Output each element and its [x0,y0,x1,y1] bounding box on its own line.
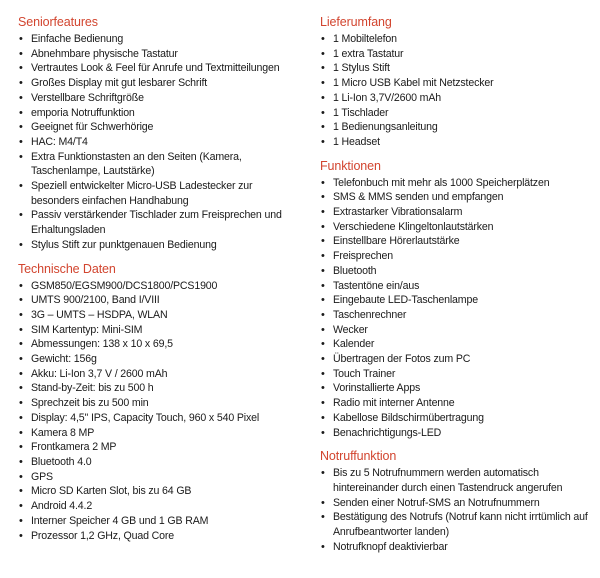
section-lieferumfang [320,14,592,150]
list-item-text: Kabellose Bildschirmübertragung [333,411,484,424]
section-title: Notruffunktion [320,449,397,464]
list-item [18,499,300,514]
list-item [18,337,300,352]
bullet-icon: • [321,135,325,148]
list-item-text: GSM850/EGSM900/DCS1800/PCS1900 [31,279,218,292]
bullet-icon: • [19,47,23,60]
list-item-text: Bluetooth [333,264,377,277]
bullet-icon: • [19,338,23,351]
list-item [320,135,592,150]
list-item [320,61,592,76]
list-item-text: Interner Speicher 4 GB und 1 GB RAM [31,514,209,527]
list-item-text: Geeignet für Schwerhörige [31,121,154,134]
bullet-icon: • [321,397,325,410]
list-item-text: Extra Funktionstasten an den Seiten (Kamera, Taschenlampe, Lautstärke) [31,150,242,178]
list-item-text: Eingebaute LED-Taschenlampe [333,294,478,307]
section-technische-daten [18,261,300,544]
list-item-text: 1 Li-Ion 3,7V/2600 mAh [333,91,442,104]
section-notruffunktion [320,448,592,554]
list-item [320,308,592,323]
list-item-text: Abnehmbare physische Tastatur [31,47,178,60]
list-item-text: Extrastarker Vibrationsalarm [333,206,463,219]
bullet-icon: • [321,382,325,395]
list-item-text: Passiv verstärkender Tischlader zum Freisprechen und Erhaltungsladen [31,209,282,237]
list-item [320,47,592,62]
list-item [320,76,592,91]
list-item-text: Prozessor 1,2 GHz, Quad Core [31,529,174,542]
list-item [18,323,300,338]
list-item [18,106,300,121]
list-item-text: Bestätigung des Notrufs (Notruf kann nicht irrtümlich auf Anrufbeantworter landen) [333,511,588,539]
bullet-icon: • [321,33,325,45]
bullet-icon: • [321,91,325,104]
list-item-text: Wecker [333,323,368,336]
list-item [18,76,300,91]
section-title: Funktionen [320,158,381,173]
list-item-text: Freisprechen [333,250,394,263]
list-item [18,484,300,499]
list-item-text: Vertrautes Look & Feel für Anrufe und Textmitteilungen [31,62,280,75]
right-column [320,14,592,563]
list-item-text: Bis zu 5 Notrufnummern werden automatisch hintereinander durch einen Tastendruck angerufen [333,467,563,494]
bullet-icon: • [321,220,325,233]
bullet-icon: • [321,235,325,248]
list-item-text: 1 Tischlader [333,106,389,119]
list-item-text: 1 Stylus Stift [333,62,390,75]
bullet-icon: • [19,180,23,193]
list-item [18,120,300,135]
list-item-text: HAC: M4/T4 [31,135,88,148]
bullet-icon: • [321,191,325,204]
list-item [18,308,300,323]
list-item-text: Sprechzeit bis zu 500 min [31,397,149,410]
bullet-icon: • [19,62,23,75]
feature-list [320,176,592,441]
bullet-icon: • [321,264,325,277]
feature-list [320,32,592,150]
list-item-text: Radio mit interner Antenne [333,397,455,410]
bullet-icon: • [321,77,325,90]
list-item-text: SIM Kartentyp: Mini-SIM [31,323,143,336]
list-item [320,411,592,426]
list-item-text: Speziell entwickelter Micro-USB Ladestecker zur besonders einfachen Handhabung [31,180,253,207]
list-item-text: Bluetooth 4.0 [31,455,92,468]
list-item [18,179,300,208]
list-item-text: Benachrichtigungs-LED [333,426,442,439]
list-item-text: Android 4.4.2 [31,500,93,513]
list-item [18,514,300,529]
list-item-text: Vorinstallierte Apps [333,382,421,395]
list-item-text: Einfache Bedienung [31,33,124,45]
bullet-icon: • [321,47,325,60]
list-item-text: Gewicht: 156g [31,353,97,366]
list-item-text: Notrufknopf deaktivierbar [333,540,448,553]
section-title: Lieferumfang [320,15,392,29]
list-item-text: Stylus Stift zur punktgenauen Bedienung [31,238,217,251]
bullet-icon: • [19,323,23,336]
list-item [320,190,592,205]
list-item-text: emporia Notruffunktion [31,106,135,119]
bullet-icon: • [321,338,325,351]
list-item-text: Stand-by-Zeit: bis zu 500 h [31,382,154,395]
bullet-icon: • [19,106,23,119]
bullet-icon: • [19,514,23,527]
bullet-icon: • [19,353,23,366]
list-item-text: Display: 4,5" IPS, Capacity Touch, 960 x 540 Pixel [31,411,260,424]
bullet-icon: • [321,250,325,263]
bullet-icon: • [321,426,325,439]
bullet-icon: • [19,238,23,251]
list-item [18,32,300,47]
list-item-text: Senden einer Notruf-SMS an Notrufnummern [333,496,540,509]
list-item [18,352,300,367]
list-item [18,529,300,544]
list-item-text: Akku: Li-Ion 3,7 V / 2600 mAh [31,367,168,380]
bullet-icon: • [19,209,23,222]
bullet-icon: • [19,294,23,307]
list-item [320,466,592,495]
list-item [320,496,592,511]
bullet-icon: • [19,33,23,45]
bullet-icon: • [19,529,23,542]
bullet-icon: • [19,77,23,90]
list-item [320,540,592,555]
list-item-text: SMS & MMS senden und empfangen [333,191,504,204]
list-item [18,150,300,179]
list-item-text: Micro SD Karten Slot, bis zu 64 GB [31,485,192,498]
list-item-text: Abmessungen: 138 x 10 x 69,5 [31,338,173,351]
list-item [320,205,592,220]
list-item-text: Frontkamera 2 MP [31,441,117,454]
bullet-icon: • [321,511,325,524]
list-item [18,396,300,411]
list-item [320,293,592,308]
list-item-text: UMTS 900/2100, Band I/VIII [31,294,160,307]
list-item [18,47,300,62]
bullet-icon: • [19,121,23,134]
list-item-text: Verstellbare Schriftgröße [31,91,144,104]
list-item-text: GPS [31,470,53,483]
list-item [18,208,300,237]
list-item [320,234,592,249]
list-item [320,249,592,264]
list-item [320,120,592,135]
list-item [320,176,592,191]
feature-list [18,279,300,544]
list-item [18,293,300,308]
section-title: Seniorfeatures [18,15,98,29]
bullet-icon: • [19,91,23,104]
list-item [18,238,300,253]
bullet-icon: • [19,485,23,498]
list-item [18,426,300,441]
list-item [320,106,592,121]
list-item-text: Kamera 8 MP [31,426,95,439]
list-item [18,91,300,106]
list-item [18,381,300,396]
bullet-icon: • [321,121,325,134]
left-column [18,14,300,551]
list-item [320,426,592,441]
bullet-icon: • [19,500,23,513]
list-item-text: Übertragen der Fotos zum PC [333,353,471,366]
list-item [18,470,300,485]
list-item-text: 1 extra Tastatur [333,47,404,60]
bullet-icon: • [19,367,23,380]
bullet-icon: • [19,455,23,468]
bullet-icon: • [19,308,23,321]
bullet-icon: • [321,467,325,480]
section-title: Technische Daten [18,261,116,276]
list-item-text: 1 Mobiltelefon [333,33,397,45]
bullet-icon: • [321,353,325,366]
feature-list [18,32,300,253]
bullet-icon: • [19,135,23,148]
list-item-text: Verschiedene Klingeltonlautstärken [333,220,494,233]
list-item [320,337,592,352]
list-item [320,510,592,539]
bullet-icon: • [321,540,325,553]
section-seniorfeatures [18,14,300,253]
feature-list [320,466,592,554]
bullet-icon: • [321,411,325,424]
bullet-icon: • [19,150,23,163]
bullet-icon: • [19,470,23,483]
bullet-icon: • [321,367,325,380]
bullet-icon: • [321,106,325,119]
list-item-text: Touch Trainer [333,367,396,380]
list-item [320,367,592,382]
bullet-icon: • [19,441,23,454]
bullet-icon: • [321,176,325,189]
list-item [18,411,300,426]
bullet-icon: • [321,206,325,219]
list-item-text: Taschenrechner [333,308,407,321]
list-item-text: Kalender [333,338,375,351]
bullet-icon: • [19,411,23,424]
bullet-icon: • [19,426,23,439]
list-item-text: Einstellbare Hörerlautstärke [333,235,460,248]
list-item [18,61,300,76]
list-item [18,135,300,150]
list-item [320,32,592,47]
list-item-text: 3G – UMTS – HSDPA, WLAN [31,308,168,321]
bullet-icon: • [321,62,325,75]
bullet-icon: • [321,294,325,307]
bullet-icon: • [321,496,325,509]
list-item [320,352,592,367]
bullet-icon: • [19,397,23,410]
bullet-icon: • [19,382,23,395]
list-item [320,381,592,396]
list-item-text: Tastentöne ein/aus [333,279,420,292]
section-funktionen [320,158,592,441]
list-item [18,367,300,382]
bullet-icon: • [321,279,325,292]
list-item [320,396,592,411]
list-item-text: Großes Display mit gut lesbarer Schrift [31,77,208,90]
bullet-icon: • [321,308,325,321]
bullet-icon: • [321,323,325,336]
list-item [320,220,592,235]
list-item [18,440,300,455]
list-item [18,279,300,294]
list-item [18,455,300,470]
list-item [320,264,592,279]
list-item [320,323,592,338]
list-item-text: 1 Headset [333,135,380,148]
bullet-icon: • [19,279,23,292]
list-item-text: 1 Micro USB Kabel mit Netzstecker [333,77,494,90]
list-item-text: Telefonbuch mit mehr als 1000 Speicherplätzen [333,176,550,189]
list-item-text: 1 Bedienungsanleitung [333,121,438,134]
list-item [320,279,592,294]
list-item [320,91,592,106]
